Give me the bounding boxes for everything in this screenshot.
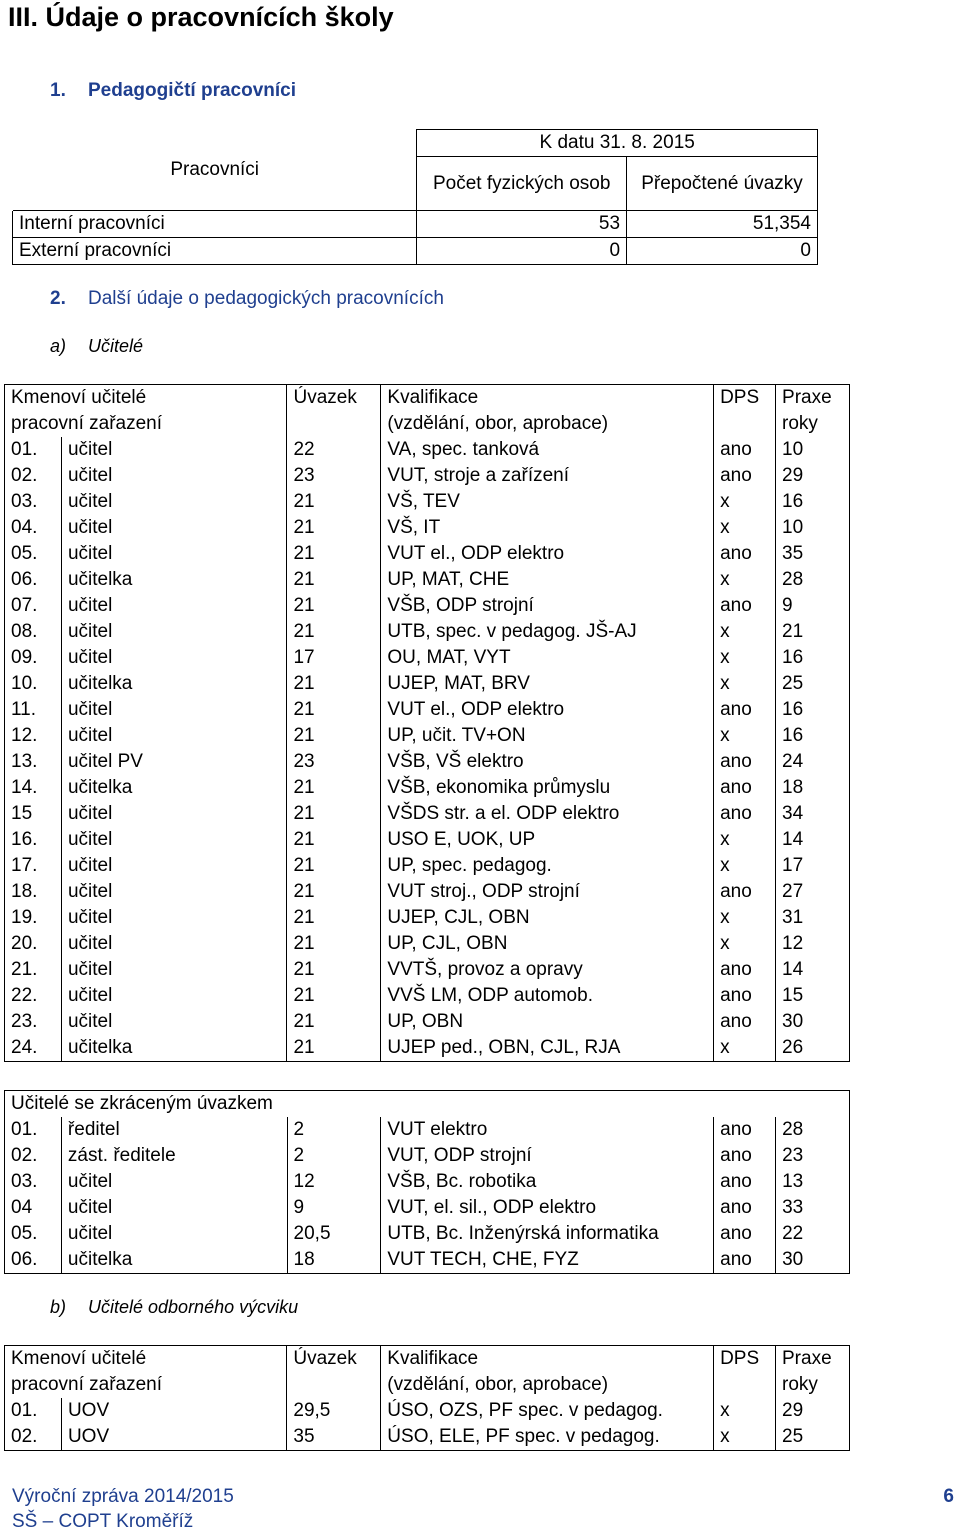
position: učitelka — [61, 775, 287, 801]
position: učitel — [61, 1169, 287, 1195]
praxe-years: 33 — [776, 1195, 850, 1221]
qualification-header-line2: (vzdělání, obor, aprobace) — [387, 413, 609, 434]
position: UOV — [61, 1398, 286, 1424]
table-row — [5, 567, 850, 593]
table-row — [5, 1143, 850, 1169]
qualification: VŠB, VŠ elektro — [381, 749, 714, 775]
row-label: Externí pracovníci — [13, 238, 417, 265]
dps-value: ano — [714, 879, 776, 905]
col-fte-header: Přepočtené úvazky — [627, 157, 818, 211]
workload: 22 — [287, 437, 381, 463]
persons-value: 0 — [417, 238, 627, 265]
table-row — [5, 749, 850, 775]
dps-value: x — [714, 853, 776, 879]
praxe-years: 25 — [776, 1424, 850, 1451]
qualification: VUT elektro — [381, 1117, 714, 1143]
qualification: VŠB, Bc. robotika — [381, 1169, 714, 1195]
dps-value: x — [714, 1035, 776, 1062]
praxe-years: 10 — [776, 515, 850, 541]
position: učitel — [61, 541, 287, 567]
qualification: UTB, spec. v pedagog. JŠ-AJ — [381, 619, 714, 645]
qualification: UJEP, CJL, OBN — [381, 905, 714, 931]
praxe-years: 35 — [776, 541, 850, 567]
workload: 21 — [287, 853, 381, 879]
qualification: VUT el., ODP elektro — [381, 541, 714, 567]
footer — [12, 1484, 234, 1534]
persons-value: 53 — [417, 211, 627, 238]
praxe-years: 22 — [776, 1221, 850, 1247]
position: učitel — [61, 697, 287, 723]
praxe-years: 29 — [776, 463, 850, 489]
section-1-heading — [50, 80, 296, 102]
workload: 20,5 — [287, 1221, 381, 1247]
praxe-years: 31 — [776, 905, 850, 931]
row-number: 04 — [5, 1195, 62, 1221]
position: učitelka — [61, 567, 287, 593]
qualification: ÚSO, ELE, PF spec. v pedagog. — [381, 1424, 714, 1451]
row-number: 17. — [5, 853, 62, 879]
row-number: 24. — [5, 1035, 62, 1062]
praxe-years: 16 — [776, 697, 850, 723]
dps-value: ano — [714, 749, 776, 775]
position: učitel — [61, 1221, 287, 1247]
row-number: 07. — [5, 593, 62, 619]
dps-value: x — [714, 1398, 776, 1424]
qualification: VUT el., ODP elektro — [381, 697, 714, 723]
page-title: III. Údaje o pracovnících školy — [8, 2, 394, 32]
dps-value: ano — [714, 1169, 776, 1195]
qualification: VŠDS str. a el. ODP elektro — [381, 801, 714, 827]
subsection-b-heading — [50, 1297, 298, 1318]
table-row — [5, 1424, 850, 1451]
row-number: 16. — [5, 827, 62, 853]
row-number: 05. — [5, 1221, 62, 1247]
position: učitel — [61, 723, 287, 749]
row-number: 20. — [5, 931, 62, 957]
qualification: UTB, Bc. Inženýrská informatika — [381, 1221, 714, 1247]
table-row — [5, 697, 850, 723]
row-number: 23. — [5, 1009, 62, 1035]
row-number: 03. — [5, 1169, 62, 1195]
position: učitel — [61, 879, 287, 905]
workload: 21 — [287, 1035, 381, 1062]
qualification: VŠ, TEV — [381, 489, 714, 515]
dps-value: x — [714, 671, 776, 697]
section-1-number: 1. — [50, 80, 66, 101]
subsection-a-label: Učitelé — [88, 336, 144, 356]
position: učitelka — [61, 671, 287, 697]
qualification: UJEP ped., OBN, CJL, RJA — [381, 1035, 714, 1062]
position: zást. ředitele — [61, 1143, 287, 1169]
praxe-header — [776, 1346, 850, 1399]
workload: 21 — [287, 983, 381, 1009]
table-row — [5, 645, 850, 671]
dps-value: x — [714, 931, 776, 957]
praxe-years: 15 — [776, 983, 850, 1009]
qualification-header-line2: (vzdělání, obor, aprobace) — [387, 1374, 609, 1395]
row-number: 08. — [5, 619, 62, 645]
position: učitel — [61, 463, 287, 489]
position: učitel — [61, 853, 287, 879]
qualification: UP, MAT, CHE — [381, 567, 714, 593]
col-workers-header: Pracovníci — [13, 130, 417, 211]
qualification: VUT TECH, CHE, FYZ — [381, 1247, 714, 1274]
position: učitel — [61, 593, 287, 619]
teachers-table — [4, 384, 850, 1062]
teachers-header-row — [5, 385, 850, 438]
qualification: VVTŠ, provoz a opravy — [381, 957, 714, 983]
position: učitel — [61, 957, 287, 983]
qualification-header — [381, 385, 714, 438]
workload: 17 — [287, 645, 381, 671]
table-row — [5, 1247, 850, 1274]
row-number: 15 — [5, 801, 62, 827]
dps-value: ano — [714, 1117, 776, 1143]
row-number: 10. — [5, 671, 62, 697]
position: učitel — [61, 645, 287, 671]
praxe-years: 16 — [776, 723, 850, 749]
workload: 21 — [287, 879, 381, 905]
section-1-label: Pedagogičtí pracovníci — [88, 80, 296, 101]
qualification: UP, CJL, OBN — [381, 931, 714, 957]
table-row — [5, 827, 850, 853]
position: učitel — [61, 827, 287, 853]
dps-value: ano — [714, 983, 776, 1009]
qualification: UP, spec. pedagog. — [381, 853, 714, 879]
staff-summary-table — [12, 129, 818, 265]
workload: 21 — [287, 567, 381, 593]
workload: 21 — [287, 905, 381, 931]
qualification: UP, učit. TV+ON — [381, 723, 714, 749]
row-number: 02. — [5, 1424, 62, 1451]
row-number: 03. — [5, 489, 62, 515]
row-number: 01. — [5, 1117, 62, 1143]
dps-value: x — [714, 645, 776, 671]
position: učitel — [61, 1009, 287, 1035]
vocational-teachers-table — [4, 1345, 850, 1451]
dps-value: ano — [714, 541, 776, 567]
dps-value: x — [714, 619, 776, 645]
role-header — [5, 1346, 287, 1399]
qualification: VUT, ODP strojní — [381, 1143, 714, 1169]
row-number: 12. — [5, 723, 62, 749]
row-number: 19. — [5, 905, 62, 931]
dps-value: ano — [714, 801, 776, 827]
position: učitel — [61, 437, 287, 463]
table-row — [5, 619, 850, 645]
table-row — [5, 1398, 850, 1424]
position: učitel — [61, 1195, 287, 1221]
dps-value: ano — [714, 437, 776, 463]
position: učitel — [61, 931, 287, 957]
praxe-years: 9 — [776, 593, 850, 619]
fte-value: 0 — [627, 238, 818, 265]
dps-value: ano — [714, 463, 776, 489]
qualification: ÚSO, OZS, PF spec. v pedagog. — [381, 1398, 714, 1424]
row-number: 04. — [5, 515, 62, 541]
workload: 21 — [287, 827, 381, 853]
dps-value: x — [714, 567, 776, 593]
praxe-years: 13 — [776, 1169, 850, 1195]
workload: 21 — [287, 489, 381, 515]
workload: 21 — [287, 957, 381, 983]
position: UOV — [61, 1424, 286, 1451]
position: učitel — [61, 515, 287, 541]
qualification: VUT, el. sil., ODP elektro — [381, 1195, 714, 1221]
fte-value: 51,354 — [627, 211, 818, 238]
footer-report-title: Výroční zpráva 2014/2015 — [12, 1486, 234, 1507]
position: učitel — [61, 489, 287, 515]
load-header: Úvazek — [287, 385, 381, 438]
praxe-years: 17 — [776, 853, 850, 879]
dps-value: ano — [714, 1143, 776, 1169]
table-row — [5, 879, 850, 905]
dps-value: x — [714, 1424, 776, 1451]
workload: 21 — [287, 593, 381, 619]
page-number: 6 — [943, 1486, 954, 1507]
table-row — [5, 437, 850, 463]
praxe-years: 10 — [776, 437, 850, 463]
position: učitel — [61, 619, 287, 645]
praxe-years: 28 — [776, 1117, 850, 1143]
praxe-header-line1: Praxe — [782, 387, 832, 408]
subsection-b-label: Učitelé odborného výcviku — [88, 1297, 299, 1317]
praxe-header-line2: roky — [782, 1374, 818, 1395]
row-number: 18. — [5, 879, 62, 905]
dps-value: x — [714, 827, 776, 853]
table-row — [5, 489, 850, 515]
table-row — [5, 1221, 850, 1247]
row-number: 06. — [5, 567, 62, 593]
table-row — [5, 957, 850, 983]
row-number: 11. — [5, 697, 62, 723]
workload: 23 — [287, 749, 381, 775]
dps-value: ano — [714, 1009, 776, 1035]
table-row — [5, 905, 850, 931]
position: ředitel — [61, 1117, 287, 1143]
qualification: UJEP, MAT, BRV — [381, 671, 714, 697]
position: učitelka — [61, 1247, 287, 1274]
row-number: 06. — [5, 1247, 62, 1274]
dps-value: x — [714, 489, 776, 515]
row-number: 14. — [5, 775, 62, 801]
workload: 21 — [287, 931, 381, 957]
qualification: VVŠ LM, ODP automob. — [381, 983, 714, 1009]
dps-value: x — [714, 515, 776, 541]
praxe-years: 29 — [776, 1398, 850, 1424]
vocational-header-row — [5, 1346, 850, 1399]
table-row — [5, 775, 850, 801]
table-row — [5, 723, 850, 749]
dps-value: ano — [714, 1247, 776, 1274]
table-row — [5, 801, 850, 827]
subsection-a-heading — [50, 336, 143, 357]
date-header: K datu 31. 8. 2015 — [417, 130, 818, 157]
table-row — [5, 515, 850, 541]
table-row — [5, 671, 850, 697]
position: učitel PV — [61, 749, 287, 775]
part-time-heading: Učitelé se zkráceným úvazkem — [5, 1091, 850, 1118]
dps-header: DPS — [714, 385, 776, 438]
row-number: 05. — [5, 541, 62, 567]
praxe-years: 16 — [776, 645, 850, 671]
table-row — [5, 853, 850, 879]
role-header — [5, 385, 287, 438]
subsection-a-number: a) — [50, 336, 67, 356]
workload: 21 — [287, 697, 381, 723]
workload: 9 — [287, 1195, 381, 1221]
table-row — [5, 593, 850, 619]
table-row — [13, 238, 818, 265]
praxe-years: 26 — [776, 1035, 850, 1062]
row-number: 01. — [5, 1398, 62, 1424]
workload: 21 — [287, 515, 381, 541]
workload: 29,5 — [287, 1398, 381, 1424]
dps-value: x — [714, 905, 776, 931]
row-number: 01. — [5, 437, 62, 463]
row-number: 02. — [5, 1143, 62, 1169]
role-header-line2: pracovní zařazení — [11, 413, 163, 434]
praxe-years: 30 — [776, 1009, 850, 1035]
table-row — [13, 211, 818, 238]
praxe-years: 27 — [776, 879, 850, 905]
section-2-heading — [50, 288, 444, 310]
praxe-header-line2: roky — [782, 413, 818, 434]
load-header: Úvazek — [287, 1346, 381, 1399]
role-header-line2: pracovní zařazení — [11, 1374, 163, 1395]
row-number: 21. — [5, 957, 62, 983]
dps-value: ano — [714, 1195, 776, 1221]
workload: 21 — [287, 541, 381, 567]
dps-value: ano — [714, 697, 776, 723]
table-row — [5, 1117, 850, 1143]
qualification: VŠB, ekonomika průmyslu — [381, 775, 714, 801]
row-number: 22. — [5, 983, 62, 1009]
section-2-label: Další údaje o pedagogických pracovnících — [88, 288, 444, 309]
table-row — [5, 1035, 850, 1062]
workload: 21 — [287, 619, 381, 645]
qualification: VŠB, ODP strojní — [381, 593, 714, 619]
col-persons-header: Počet fyzických osob — [417, 157, 627, 211]
workload: 21 — [287, 775, 381, 801]
dps-value: ano — [714, 957, 776, 983]
praxe-years: 24 — [776, 749, 850, 775]
qualification-header-line1: Kvalifikace — [387, 1348, 479, 1369]
qualification: VUT, stroje a zařízení — [381, 463, 714, 489]
praxe-years: 30 — [776, 1247, 850, 1274]
dps-value: ano — [714, 1221, 776, 1247]
dps-value: ano — [714, 593, 776, 619]
praxe-years: 18 — [776, 775, 850, 801]
workload: 35 — [287, 1424, 381, 1451]
table-row — [5, 983, 850, 1009]
praxe-years: 21 — [776, 619, 850, 645]
workload: 2 — [287, 1117, 381, 1143]
workload: 12 — [287, 1169, 381, 1195]
praxe-years: 25 — [776, 671, 850, 697]
praxe-years: 12 — [776, 931, 850, 957]
row-number: 13. — [5, 749, 62, 775]
position: učitel — [61, 983, 287, 1009]
qualification: VUT stroj., ODP strojní — [381, 879, 714, 905]
praxe-header-line1: Praxe — [782, 1348, 832, 1369]
qualification: VŠ, IT — [381, 515, 714, 541]
table-row — [5, 1009, 850, 1035]
praxe-years: 14 — [776, 827, 850, 853]
workload: 2 — [287, 1143, 381, 1169]
workload: 21 — [287, 723, 381, 749]
row-number: 09. — [5, 645, 62, 671]
qualification-header — [381, 1346, 714, 1399]
position: učitel — [61, 801, 287, 827]
table-row — [5, 931, 850, 957]
workload: 21 — [287, 671, 381, 697]
role-header-line1: Kmenoví učitelé — [11, 1348, 147, 1369]
row-label: Interní pracovníci — [13, 211, 417, 238]
qualification: OU, MAT, VYT — [381, 645, 714, 671]
section-2-number: 2. — [50, 288, 66, 309]
part-time-teachers-table — [4, 1090, 850, 1274]
praxe-header — [776, 385, 850, 438]
table-row — [5, 541, 850, 567]
dps-header: DPS — [714, 1346, 776, 1399]
praxe-years: 34 — [776, 801, 850, 827]
position: učitel — [61, 905, 287, 931]
praxe-years: 16 — [776, 489, 850, 515]
footer-school-name: SŠ – COPT Kroměříž — [12, 1511, 194, 1532]
workload: 18 — [287, 1247, 381, 1274]
role-header-line1: Kmenoví učitelé — [11, 387, 147, 408]
qualification-header-line1: Kvalifikace — [387, 387, 479, 408]
table-row — [5, 1195, 850, 1221]
workload: 23 — [287, 463, 381, 489]
row-number: 02. — [5, 463, 62, 489]
praxe-years: 28 — [776, 567, 850, 593]
qualification: UP, OBN — [381, 1009, 714, 1035]
table-row — [5, 1169, 850, 1195]
qualification: USO E, UOK, UP — [381, 827, 714, 853]
subsection-b-number: b) — [50, 1297, 67, 1317]
dps-value: ano — [714, 775, 776, 801]
position: učitelka — [61, 1035, 287, 1062]
praxe-years: 14 — [776, 957, 850, 983]
qualification: VA, spec. tanková — [381, 437, 714, 463]
workload: 21 — [287, 1009, 381, 1035]
dps-value: x — [714, 723, 776, 749]
workload: 21 — [287, 801, 381, 827]
table-row — [5, 463, 850, 489]
praxe-years: 23 — [776, 1143, 850, 1169]
